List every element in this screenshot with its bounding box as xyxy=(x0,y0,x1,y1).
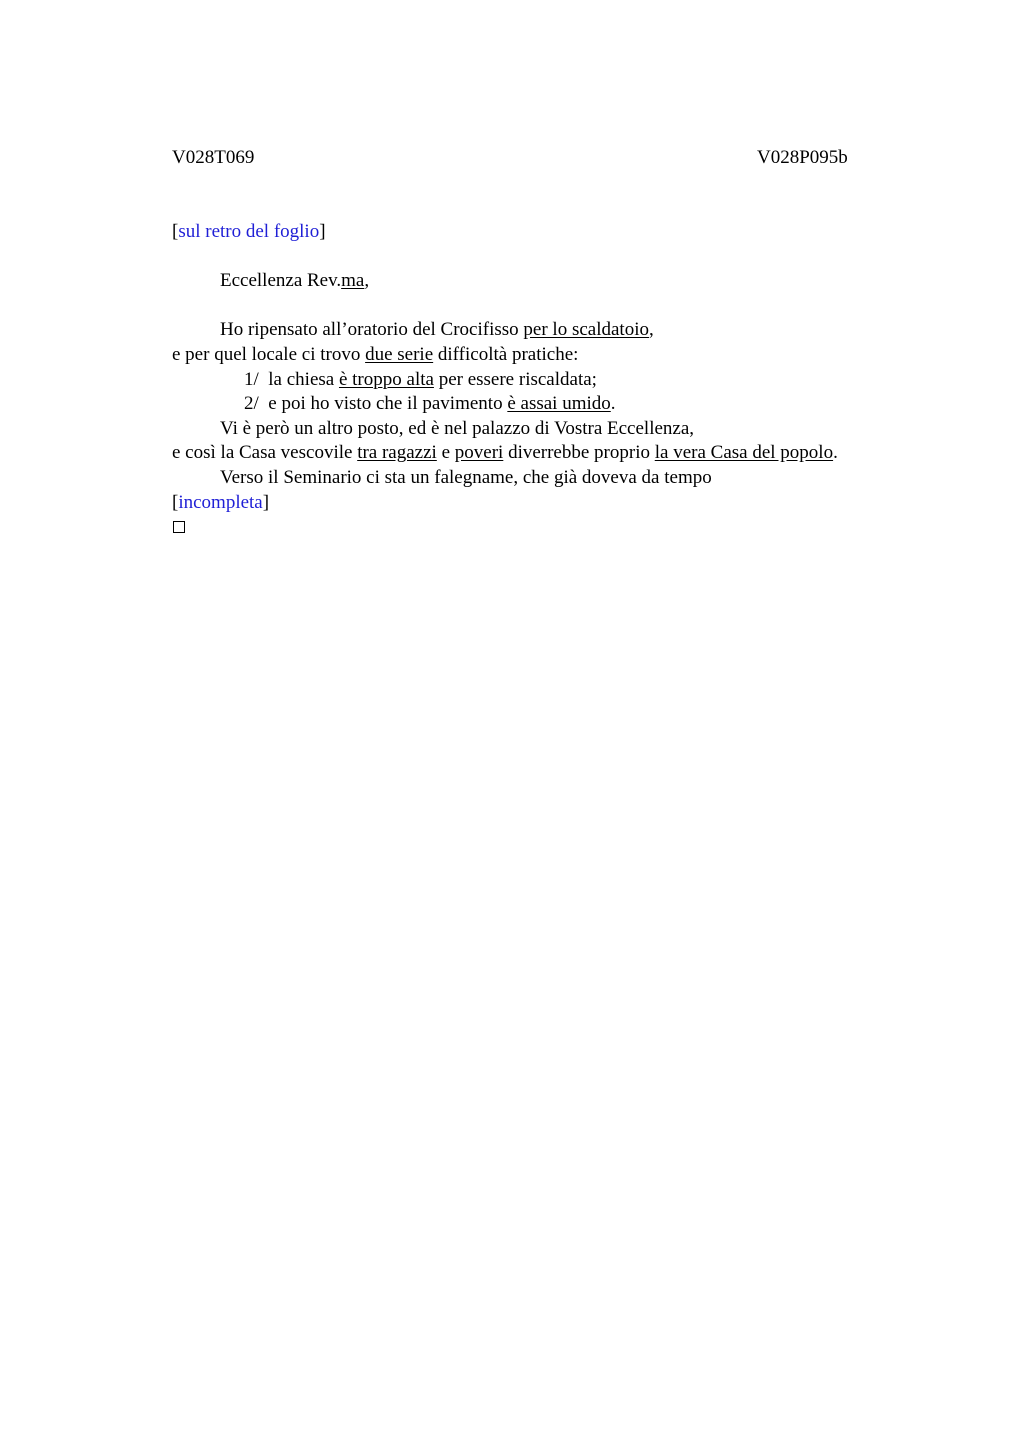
text-run: , xyxy=(648,319,654,341)
paragraph3-line1: Verso il Seminario ci sta un falegname, che già doveva da tempo xyxy=(220,466,712,488)
bracket-open: [ xyxy=(172,221,179,242)
text-run: difficoltà pratiche: xyxy=(433,343,579,365)
spacer xyxy=(172,294,932,319)
paragraph2-line1: Vi è però un altro posto, ed è nel palazzo di Vostra Eccellenza, xyxy=(220,417,695,439)
text-run: e così la Casa vescovile xyxy=(172,442,358,464)
text-run: la chiesa xyxy=(268,368,339,390)
underlined-text: per lo scaldatoio xyxy=(523,319,649,341)
paragraph1-line1 xyxy=(172,318,932,343)
underlined-text: è assai umido xyxy=(507,393,611,415)
underlined-text: due serie xyxy=(365,343,434,365)
text-run: e poi ho visto che il pavimento xyxy=(268,393,508,415)
list-number: 1/ xyxy=(244,368,269,390)
salutation-underlined: ma xyxy=(341,270,365,292)
text-run: . xyxy=(610,393,616,415)
bracket-close: ] xyxy=(319,221,326,242)
text-run: Ho ripensato all’oratorio del Crocifisso xyxy=(220,319,524,341)
document-code-right: V028P095b xyxy=(757,147,848,168)
end-marker xyxy=(172,515,932,540)
document-code-left: V028T069 xyxy=(172,147,255,168)
list-item-2 xyxy=(172,392,932,417)
underlined-text: è troppo alta xyxy=(338,368,434,390)
editorial-note-top xyxy=(172,220,932,245)
text-run: . xyxy=(833,442,838,464)
text-run: e per quel locale ci trovo xyxy=(172,343,366,365)
underlined-text: poveri xyxy=(454,442,504,464)
text-run: diverrebbe proprio xyxy=(503,442,655,464)
list-number: 2/ xyxy=(244,393,269,415)
underlined-text: la vera Casa del popolo xyxy=(654,442,834,464)
bracket-close: ] xyxy=(262,491,270,513)
end-square-icon xyxy=(173,521,185,533)
editorial-note-text: sul retro del foglio xyxy=(178,221,320,242)
editorial-note-bottom xyxy=(172,491,932,516)
list-item-1 xyxy=(172,368,932,393)
text-run: e xyxy=(436,442,455,464)
bracket-open: [ xyxy=(172,491,179,513)
text-run: per essere riscaldata; xyxy=(433,368,597,390)
editorial-note-text: incompleta xyxy=(178,491,263,513)
salutation-prefix: Eccellenza Rev. xyxy=(220,270,342,292)
spacer xyxy=(172,245,932,270)
salutation xyxy=(172,269,932,294)
salutation-suffix: , xyxy=(364,270,370,292)
paragraph2-line2 xyxy=(172,441,932,466)
letter-body xyxy=(172,220,932,540)
underlined-text: tra ragazzi xyxy=(357,442,437,464)
paragraph1-line2 xyxy=(172,343,932,368)
